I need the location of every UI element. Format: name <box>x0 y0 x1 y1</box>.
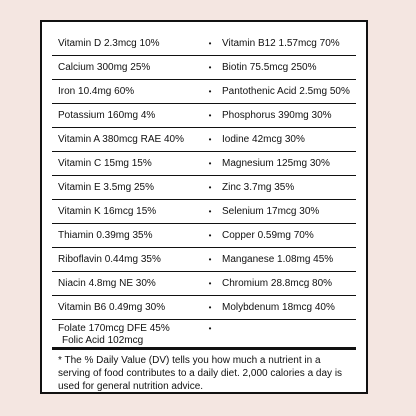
nutrient-right: Vitamin B12 1.57mcg 70% <box>222 37 340 49</box>
nutrient-right: Molybdenum 18mcg 40% <box>222 301 335 313</box>
nutrient-right: Zinc 3.7mg 35% <box>222 181 295 193</box>
nutrient-right: Chromium 28.8mcg 80% <box>222 277 333 289</box>
bullet-icon: • <box>208 62 212 72</box>
bullet-icon: • <box>208 324 212 333</box>
nutrient-left: Vitamin E 3.5mg 25% <box>58 181 154 193</box>
nutrient-left: Thiamin 0.39mg 35% <box>58 229 153 241</box>
folic-acid-amount: Folic Acid 102mcg <box>62 335 144 346</box>
nutrient-left: Vitamin C 15mg 15% <box>58 157 152 169</box>
nutrient-left: Iron 10.4mg 60% <box>58 85 135 97</box>
nutrient-right: Copper 0.59mg 70% <box>222 229 314 241</box>
nutrient-left: Vitamin D 2.3mcg 10% <box>58 37 160 49</box>
folate-amount: Folate 170mcg DFE 45% <box>58 323 170 334</box>
nutrient-row <box>52 272 356 296</box>
nutrient-right: Biotin 75.5mcg 250% <box>222 61 317 73</box>
folate-cell <box>52 323 204 347</box>
bullet-icon: • <box>208 182 212 192</box>
daily-value-footnote: * The % Daily Value (DV) tells you how much a nutrient in a serving of food contributes to a daily diet. 2,000 calories a day is used for general nutrition advice. <box>58 355 343 392</box>
nutrient-row <box>52 128 356 152</box>
nutrient-row <box>52 248 356 272</box>
bullet-icon: • <box>208 86 212 96</box>
nutrient-row <box>52 80 356 104</box>
bullet-icon: • <box>208 230 212 240</box>
nutrient-row <box>52 32 356 56</box>
nutrient-right: Magnesium 125mg 30% <box>222 157 330 169</box>
nutrient-row <box>52 152 356 176</box>
nutrient-left: Calcium 300mg 25% <box>58 61 151 73</box>
nutrient-row <box>52 224 356 248</box>
nutrient-left: Vitamin K 16mcg 15% <box>58 205 157 217</box>
nutrient-left: Vitamin A 380mcg RAE 40% <box>58 133 184 145</box>
bullet-icon: • <box>208 206 212 216</box>
nutrient-right: Iodine 42mcg 30% <box>222 133 305 145</box>
nutrient-left: Potassium 160mg 4% <box>58 109 156 121</box>
bullet-icon: • <box>208 158 212 168</box>
bullet-icon: • <box>208 302 212 312</box>
nutrient-row <box>52 56 356 80</box>
nutrient-right: Manganese 1.08mg 45% <box>222 253 334 265</box>
nutrient-right: Phosphorus 390mg 30% <box>222 109 332 121</box>
bullet-icon: • <box>208 110 212 120</box>
bullet-icon: • <box>208 254 212 264</box>
bullet-icon: • <box>208 38 212 48</box>
nutrient-left: Riboflavin 0.44mg 35% <box>58 253 161 265</box>
bullet-icon: • <box>208 278 212 288</box>
folate-row <box>52 320 356 350</box>
nutrient-left: Niacin 4.8mg NE 30% <box>58 277 156 289</box>
nutrient-right: Pantothenic Acid 2.5mg 50% <box>222 85 350 97</box>
nutrient-row <box>52 296 356 320</box>
nutrient-row <box>52 200 356 224</box>
nutrient-right: Selenium 17mcg 30% <box>222 205 320 217</box>
bullet-icon: • <box>208 134 212 144</box>
nutrient-grid <box>52 32 356 320</box>
nutrient-row <box>52 176 356 200</box>
nutrient-left: Vitamin B6 0.49mg 30% <box>58 301 166 313</box>
nutrient-row <box>52 104 356 128</box>
nutrition-label <box>40 20 368 394</box>
